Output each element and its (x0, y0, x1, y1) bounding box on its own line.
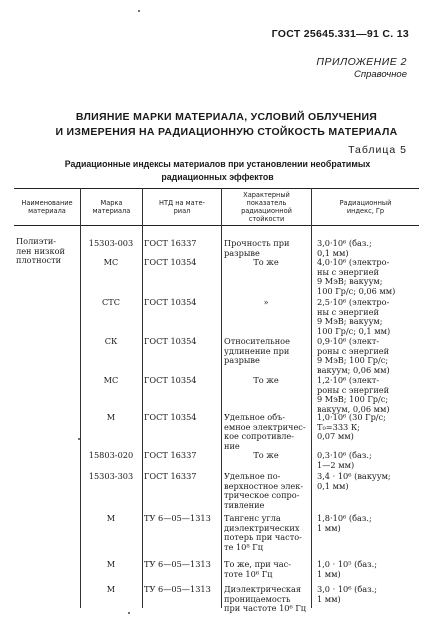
cell-parameter: То же (253, 375, 279, 385)
cell-index: 3,0·10⁶ (баз.; 0,1 мм) (317, 238, 372, 258)
caption-line-2: радиационных эффектов (161, 172, 274, 182)
cell-ntd: ГОСТ 10354 (144, 336, 197, 346)
title-line-1: ВЛИЯНИЕ МАРКИ МАТЕРИАЛА, УСЛОВИЙ ОБЛУЧЕНИЯ (75, 111, 378, 123)
cell-mark: М (106, 513, 116, 523)
cell-ntd: ТУ 6—05—1313 (144, 513, 211, 523)
scan-speck (138, 10, 140, 12)
appendix-label (316, 56, 407, 80)
cell-ntd: ГОСТ 10354 (144, 375, 197, 385)
header-mark (81, 199, 142, 215)
cell-ntd: ГОСТ 10354 (144, 257, 197, 267)
caption-line-1: Радиационные индексы материалов при установлении необратимых (64, 159, 371, 169)
cell-ntd: ГОСТ 16337 (144, 450, 197, 460)
cell-mark: 15303-003 (88, 238, 134, 248)
header-index-text: Радиационный индекс, Гр (339, 199, 392, 215)
cell-index: 1,2·10⁶ (элект- роны с энергией 9 МэВ; 100 Гр/с; вакуум, 0,06 мм) (317, 375, 390, 414)
appendix-number: ПРИЛОЖЕНИЕ 2 (316, 56, 407, 68)
column-divider (311, 188, 312, 608)
cell-index: 1,0 · 10⁵ (баз.; 1 мм) (317, 559, 377, 579)
column-divider (80, 188, 81, 608)
table-header-rule (14, 225, 419, 226)
cell-mark: МС (103, 257, 119, 267)
cell-mark: 15303-303 (88, 471, 134, 481)
cell-ntd: ГОСТ 10354 (144, 297, 197, 307)
cell-index: 4,0·10⁶ (электро- ны с энергией 9 МэВ; вакуум; 100 Гр/с; 0,06 мм) (317, 257, 396, 296)
table-top-rule (14, 188, 419, 189)
cell-parameter: То же (253, 450, 279, 460)
header-index (312, 199, 419, 215)
cell-mark: МС (103, 375, 119, 385)
cell-mark: М (106, 559, 116, 569)
cell-index: 1,8·10⁶ (баз.; 1 мм) (317, 513, 372, 533)
cell-ntd: ГОСТ 16337 (144, 471, 197, 481)
table-caption (20, 158, 415, 184)
header-ntd (143, 199, 221, 215)
column-divider (142, 188, 143, 608)
cell-parameter: Удельное по- верхностное элек- трическое сопро- тивление (224, 471, 304, 510)
cell-index: 2,5·10⁶ (электро- ны с энергией 9 МэВ; вакуум; 100 Гр/с; 0,1 мм) (317, 297, 391, 336)
appendix-kind: Справочное (354, 69, 407, 80)
header-mark-text: Марка материала (92, 199, 131, 215)
cell-ntd: ТУ 6—05—1313 (144, 584, 211, 594)
scan-speck (128, 612, 130, 614)
scan-speck (78, 438, 80, 440)
cell-mark: 15803-020 (88, 450, 134, 460)
cell-parameter: Относительное удлинение при разрыве (224, 336, 290, 366)
cell-mark: СТС (102, 297, 120, 307)
title-line-2: И ИЗМЕРЕНИЯ НА РАДИАЦИОННУЮ СТОЙКОСТЬ МАТЕРИАЛА (55, 126, 398, 138)
cell-parameter: Диэлектрическая проницаемость при частоте 10⁶ Гц (224, 584, 307, 614)
page-header: ГОСТ 25645.331—91 С. 13 (271, 28, 409, 40)
cell-parameter: » (263, 297, 269, 307)
cell-parameter: Тангенс угла диэлектрических потерь при часто- те 10⁸ Гц (224, 513, 302, 552)
cell-index: 3,0 · 10⁶ (баз.; 1 мм) (317, 584, 377, 604)
header-ntd-text: НТД на мате- риал (159, 199, 205, 215)
cell-parameter: Прочность при разрыве (224, 238, 290, 258)
cell-parameter: То же (253, 257, 279, 267)
header-material-text: Наименование материала (21, 199, 73, 215)
cell-mark: СК (104, 336, 118, 346)
header-parameter-text: Характерный показатель радиационной стойкости (241, 191, 292, 223)
cell-index: 0,9·10⁶ (элект- роны с энергией 9 МэВ; 100 Гр/с; вакуум; 0,06 мм) (317, 336, 390, 375)
cell-mark: М (106, 584, 116, 594)
table-number: Таблица 5 (348, 144, 407, 156)
cell-ntd: ТУ 6—05—1313 (144, 559, 211, 569)
cell-ntd: ГОСТ 16337 (144, 238, 197, 248)
cell-index: 3,4 · 10⁶ (вакуум; 0,1 мм) (317, 471, 391, 491)
cell-parameter: То же, при час- тоте 10⁶ Гц (224, 559, 291, 579)
header-parameter (222, 191, 311, 223)
material-name: Полиэти- лен низкой плотности (16, 236, 65, 266)
cell-index: 0,3·10⁶ (баз.; 1—2 мм) (317, 450, 372, 470)
cell-parameter: Удельное объ- емное электричес- кое сопротивле- ние (224, 412, 306, 451)
column-divider (221, 188, 222, 608)
cell-index: 1,0·10⁶ (30 Гр/с; T₀=333 К; 0,07 мм) (317, 412, 386, 442)
cell-ntd: ГОСТ 10354 (144, 412, 197, 422)
header-material (14, 199, 80, 215)
cell-mark: М (106, 412, 116, 422)
document-title (40, 110, 413, 140)
